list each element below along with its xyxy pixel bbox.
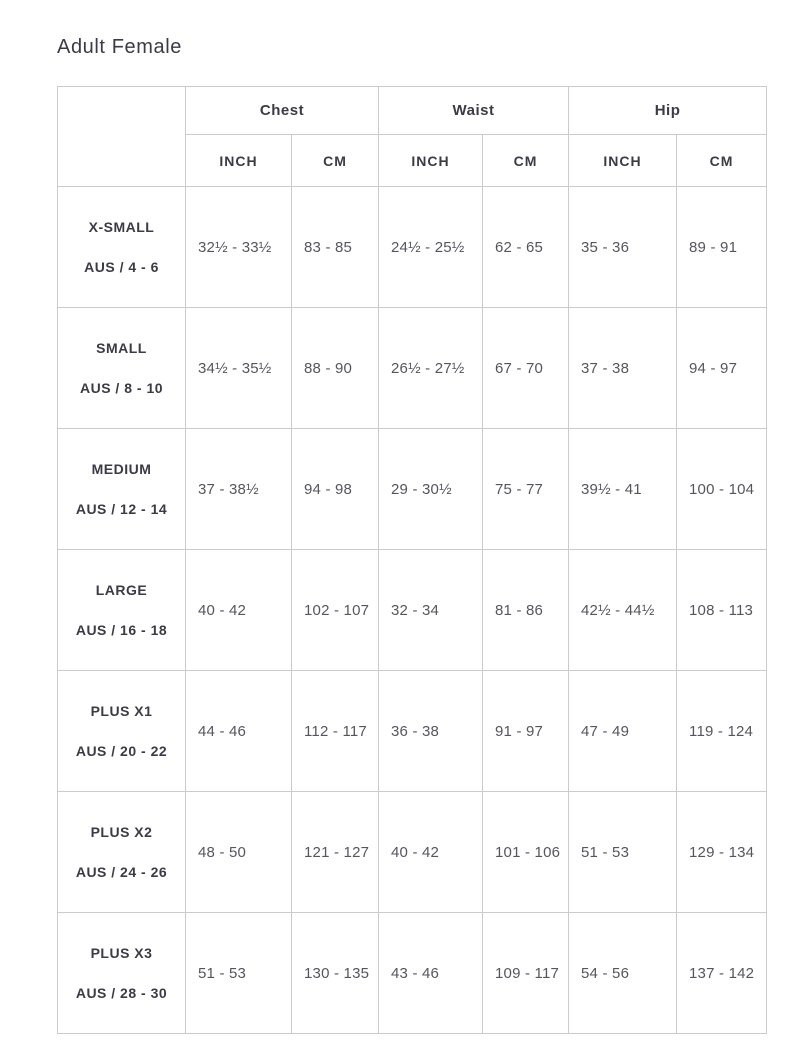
chest-inch-value: 48 - 50 <box>186 792 292 913</box>
hip-cm-value: 108 - 113 <box>677 550 767 671</box>
page-title: Adult Female <box>57 36 183 58</box>
chest-inch-value: 40 - 42 <box>186 550 292 671</box>
hip-cm-value: 94 - 97 <box>677 308 767 429</box>
size-table-body <box>58 187 767 1034</box>
chest-cm-header: CM <box>292 135 379 187</box>
size-label-cell <box>58 308 186 429</box>
waist-inch-header: INCH <box>379 135 483 187</box>
chest-inch-value: 34½ - 35½ <box>186 308 292 429</box>
table-row <box>58 550 767 671</box>
size-name: MEDIUM <box>91 461 152 477</box>
size-aus-range: AUS / 28 - 30 <box>75 985 168 1001</box>
table-row <box>58 913 767 1034</box>
corner-empty-cell <box>58 87 186 187</box>
size-name: PLUS X1 <box>90 703 153 719</box>
hip-cm-value: 129 - 134 <box>677 792 767 913</box>
hip-inch-value: 42½ - 44½ <box>569 550 677 671</box>
waist-cm-value: 101 - 106 <box>483 792 569 913</box>
chest-cm-value: 94 - 98 <box>292 429 379 550</box>
size-aus-range: AUS / 24 - 26 <box>75 864 168 880</box>
hip-inch-header: INCH <box>569 135 677 187</box>
chest-cm-value: 121 - 127 <box>292 792 379 913</box>
size-aus-range: AUS / 4 - 6 <box>84 259 159 275</box>
waist-cm-value: 81 - 86 <box>483 550 569 671</box>
hip-inch-value: 51 - 53 <box>569 792 677 913</box>
size-label-cell <box>58 429 186 550</box>
hip-cm-value: 119 - 124 <box>677 671 767 792</box>
size-label-cell <box>58 792 186 913</box>
size-aus-range: AUS / 8 - 10 <box>79 380 164 396</box>
hip-inch-value: 37 - 38 <box>569 308 677 429</box>
waist-inch-value: 36 - 38 <box>379 671 483 792</box>
hip-cm-value: 100 - 104 <box>677 429 767 550</box>
size-name: PLUS X2 <box>90 824 153 840</box>
hip-cm-value: 137 - 142 <box>677 913 767 1034</box>
waist-inch-value: 29 - 30½ <box>379 429 483 550</box>
size-aus-range: AUS / 12 - 14 <box>75 501 168 517</box>
chest-cm-value: 83 - 85 <box>292 187 379 308</box>
chest-inch-value: 44 - 46 <box>186 671 292 792</box>
waist-inch-value: 24½ - 25½ <box>379 187 483 308</box>
waist-cm-value: 67 - 70 <box>483 308 569 429</box>
waist-group-header: Waist <box>379 87 569 135</box>
chest-inch-value: 37 - 38½ <box>186 429 292 550</box>
hip-inch-value: 47 - 49 <box>569 671 677 792</box>
size-name: PLUS X3 <box>90 945 153 961</box>
table-row <box>58 429 767 550</box>
hip-group-header: Hip <box>569 87 767 135</box>
size-label-cell <box>58 550 186 671</box>
chest-inch-value: 51 - 53 <box>186 913 292 1034</box>
waist-cm-value: 75 - 77 <box>483 429 569 550</box>
size-name: X-SMALL <box>88 219 155 235</box>
table-row <box>58 308 767 429</box>
size-name: SMALL <box>96 340 147 356</box>
chest-cm-value: 130 - 135 <box>292 913 379 1034</box>
size-aus-range: AUS / 20 - 22 <box>75 743 168 759</box>
size-chart-table <box>57 86 767 1034</box>
waist-inch-value: 32 - 34 <box>379 550 483 671</box>
waist-inch-value: 26½ - 27½ <box>379 308 483 429</box>
table-row <box>58 792 767 913</box>
waist-inch-value: 43 - 46 <box>379 913 483 1034</box>
waist-cm-value: 91 - 97 <box>483 671 569 792</box>
size-label-cell <box>58 187 186 308</box>
size-label-cell <box>58 913 186 1034</box>
waist-cm-header: CM <box>483 135 569 187</box>
size-aus-range: AUS / 16 - 18 <box>75 622 168 638</box>
size-name: LARGE <box>95 582 148 598</box>
hip-inch-value: 39½ - 41 <box>569 429 677 550</box>
waist-cm-value: 109 - 117 <box>483 913 569 1034</box>
waist-cm-value: 62 - 65 <box>483 187 569 308</box>
table-row <box>58 187 767 308</box>
hip-inch-value: 35 - 36 <box>569 187 677 308</box>
size-table-head <box>58 87 767 187</box>
chest-cm-value: 102 - 107 <box>292 550 379 671</box>
waist-inch-value: 40 - 42 <box>379 792 483 913</box>
hip-inch-value: 54 - 56 <box>569 913 677 1034</box>
measurement-group-row <box>58 87 767 135</box>
chest-cm-value: 88 - 90 <box>292 308 379 429</box>
size-label-cell <box>58 671 186 792</box>
table-row <box>58 671 767 792</box>
chest-cm-value: 112 - 117 <box>292 671 379 792</box>
hip-cm-header: CM <box>677 135 767 187</box>
chest-inch-value: 32½ - 33½ <box>186 187 292 308</box>
chest-group-header: Chest <box>186 87 379 135</box>
hip-cm-value: 89 - 91 <box>677 187 767 308</box>
chest-inch-header: INCH <box>186 135 292 187</box>
